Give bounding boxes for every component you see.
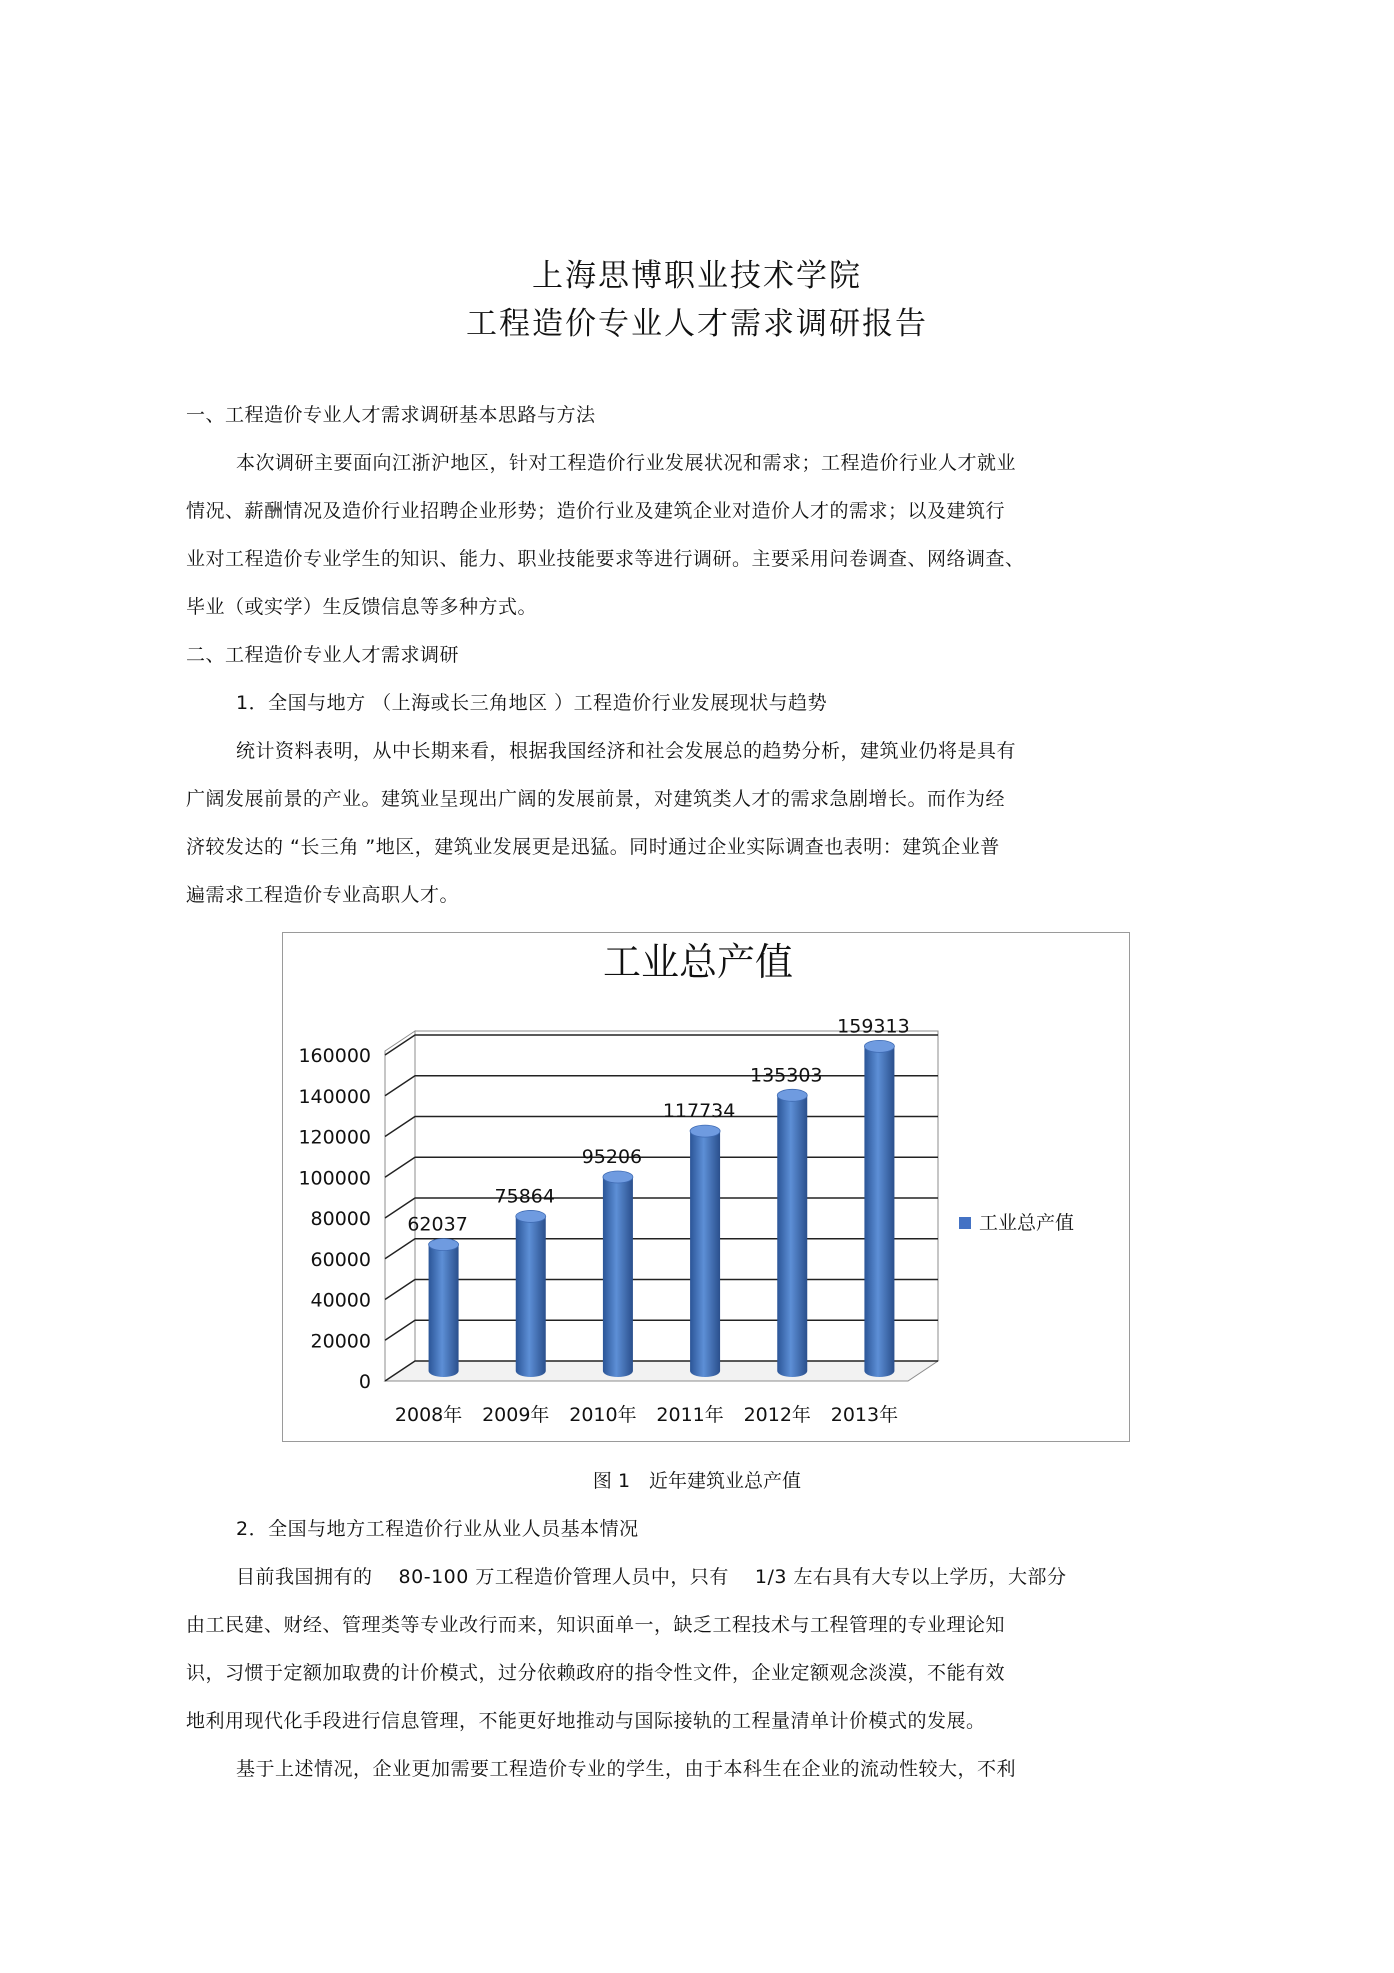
sub1-line: 遍需求工程造价专业高职人才。: [186, 884, 460, 906]
bar-cylinder: [603, 1177, 633, 1377]
legend-label: 工业总产值: [979, 1212, 1075, 1234]
y-tick-label: 140000: [298, 1085, 371, 1108]
section1-line: 毕业（或实学）生反馈信息等多种方式。: [186, 596, 538, 618]
bar-cylinder: [777, 1095, 807, 1377]
data-label: 135303: [749, 1064, 823, 1087]
data-label: 159313: [837, 1015, 910, 1038]
y-tick-label: 40000: [310, 1289, 371, 1312]
chart-title: 工业总产值: [602, 940, 794, 984]
bar-chart: [283, 933, 1128, 1440]
data-label: 117734: [662, 1100, 736, 1123]
bar-top: [429, 1239, 459, 1251]
y-tick-label: 60000: [310, 1248, 371, 1271]
x-tick-label: 2008年: [394, 1404, 463, 1426]
x-tick-label: 2009年: [482, 1404, 550, 1426]
sub1-heading: 1．全国与地方 （上海或长三角地区 ）工程造价行业发展现状与趋势: [236, 692, 828, 714]
sub2-line: 目前我国拥有的 80-100 万工程造价管理人员中，只有 1/3 左右具有大专以上学历，大部分: [236, 1566, 1067, 1588]
bar-cylinder: [429, 1245, 459, 1377]
doc-title-line1: 上海思博职业技术学院: [532, 258, 862, 294]
figure-caption: 图 1 近年建筑业总产值: [592, 1470, 802, 1492]
sub1-line: 统计资料表明，从中长期来看，根据我国经济和社会发展总的趋势分析，建筑业仍将是具有: [236, 740, 1017, 762]
sub2-line: 基于上述情况，企业更加需要工程造价专业的学生，由于本科生在企业的流动性较大，不利: [236, 1758, 1017, 1780]
bar-cylinder: [690, 1131, 720, 1377]
data-label: 75864: [494, 1185, 555, 1208]
x-tick-label: 2011年: [656, 1404, 724, 1426]
section1-line: 本次调研主要面向江浙沪地区，针对工程造价行业发展状况和需求；工程造价行业人才就业: [236, 452, 1017, 474]
x-tick-label: 2013年: [830, 1404, 899, 1426]
y-tick-label: 120000: [298, 1126, 371, 1149]
sub1-line: 广阔发展前景的产业。建筑业呈现出广阔的发展前景，对建筑类人才的需求急剧增长。而作为经: [186, 788, 1006, 810]
sub2-line: 由工民建、财经、管理类等专业改行而来，知识面单一，缺乏工程技术与工程管理的专业理论知: [186, 1614, 1006, 1636]
y-tick-label: 160000: [298, 1045, 371, 1067]
bar-top: [777, 1089, 807, 1101]
bar-cylinder: [864, 1046, 894, 1377]
doc-title-line2: 工程造价专业人才需求调研报告: [466, 306, 928, 342]
bar-top: [690, 1125, 720, 1137]
data-label: 62037: [407, 1213, 468, 1236]
y-tick-label: 100000: [298, 1167, 371, 1190]
sub2-line: 地利用现代化手段进行信息管理，不能更好地推动与国际接轨的工程量清单计价模式的发展。: [186, 1710, 986, 1732]
y-tick-label: 80000: [310, 1208, 371, 1230]
x-tick-label: 2010年: [569, 1404, 637, 1426]
bar-top: [516, 1210, 546, 1222]
chart-back-wall: [415, 1031, 938, 1361]
section2-heading: 二、工程造价专业人才需求调研: [186, 644, 460, 666]
chart-floor: [385, 1361, 938, 1381]
bar-top: [603, 1171, 633, 1183]
chart-side-wall: [385, 1031, 415, 1381]
bar-top: [864, 1040, 894, 1052]
bar-cylinder: [516, 1216, 546, 1377]
section1-line: 情况、薪酬情况及造价行业招聘企业形势；造价行业及建筑企业对造价人才的需求；以及建筑行: [186, 500, 1006, 522]
y-tick-label: 0: [358, 1371, 371, 1393]
legend-swatch: [959, 1217, 971, 1229]
sub1-line: 济较发达的 “长三角 ”地区，建筑业发展更是迅猛。同时通过企业实际调查也表明：建筑企业普: [186, 836, 1000, 858]
y-tick-label: 20000: [310, 1330, 371, 1353]
section1-heading: 一、工程造价专业人才需求调研基本思路与方法: [186, 404, 596, 426]
sub2-heading: 2．全国与地方工程造价行业从业人员基本情况: [236, 1518, 639, 1540]
chart-frame: [282, 932, 1130, 1442]
section1-line: 业对工程造价专业学生的知识、能力、职业技能要求等进行调研。主要采用问卷调查、网络调查、: [186, 548, 1025, 570]
sub2-line: 识，习惯于定额加取费的计价模式，过分依赖政府的指令性文件，企业定额观念淡漠，不能有效: [186, 1662, 1006, 1684]
data-label: 95206: [581, 1146, 643, 1169]
x-tick-label: 2012年: [743, 1404, 811, 1426]
